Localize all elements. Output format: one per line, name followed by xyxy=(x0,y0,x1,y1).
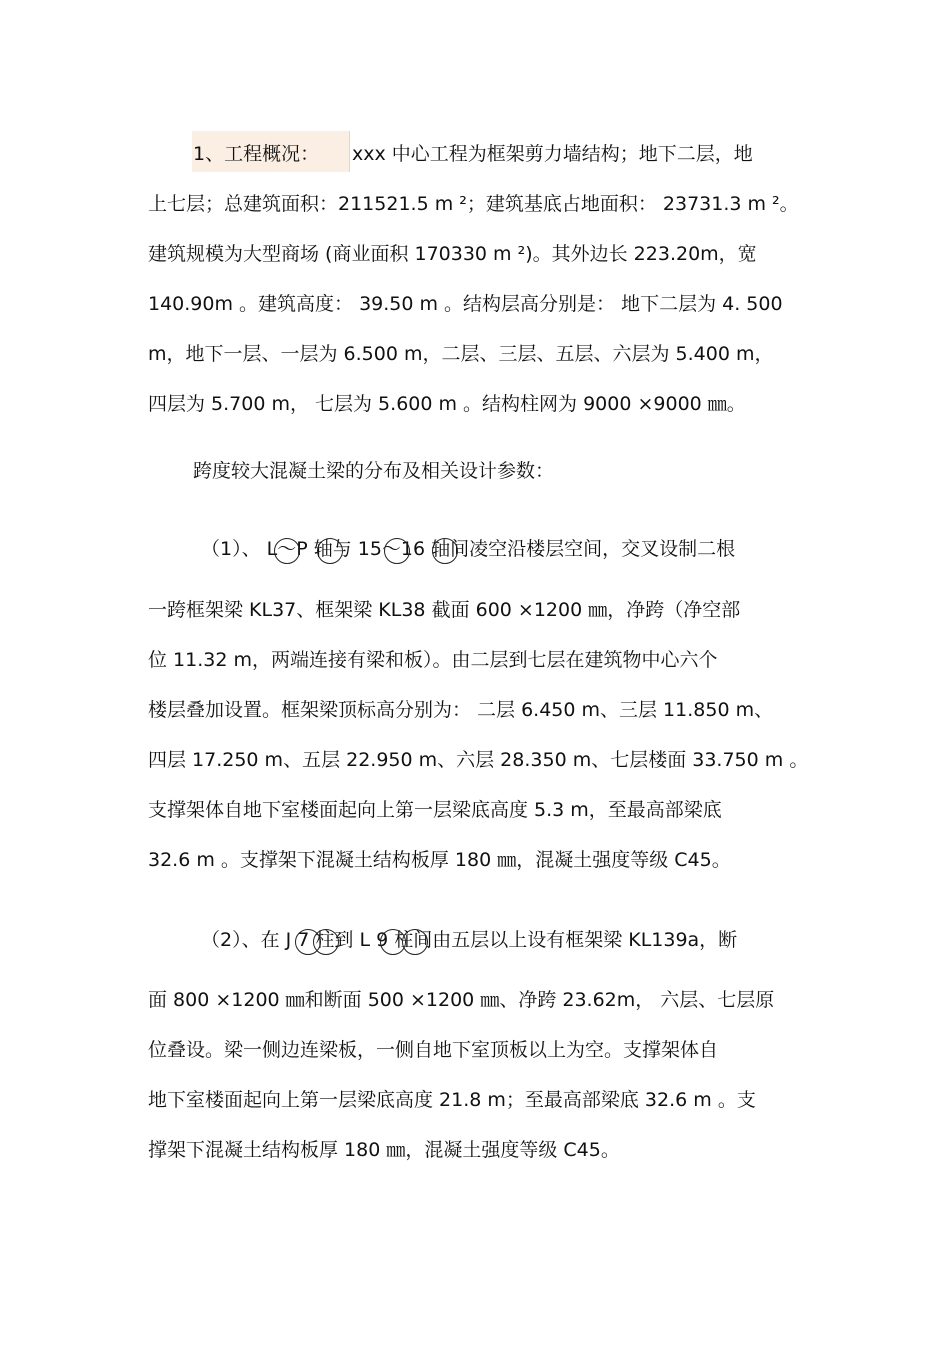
axis-circle-9 xyxy=(402,929,428,955)
item2-line-5: 撑架下混凝土结构板厚 180 ㎜，混凝土强度等级 C45。 xyxy=(148,1139,620,1161)
item1-line-3: 位 11.32 m，两端连接有梁和板）。由二层到七层在建筑物中心六个 xyxy=(148,649,718,671)
overview-line-4: 140.90m 。建筑高度： 39.50 m 。结构层高分别是： 地下二层为 4. 500 xyxy=(148,293,783,315)
item1-line-1: （1）、 L～P 轴与 15～16 轴间凌空沿楼层空间，交叉设制二根 xyxy=(201,538,736,560)
item2-line-1: （2）、在 J 7 柱到 L 9 柱间由五层以上设有框架梁 KL139a，断 xyxy=(201,929,738,951)
item1-line-5: 四层 17.250 m、五层 22.950 m、六层 28.350 m、七层楼面 33.750 m 。 xyxy=(148,749,809,771)
axis-circle-15 xyxy=(384,538,410,564)
item2-line-2: 面 800 ×1200 ㎜和断面 500 ×1200 ㎜、净跨 23.62m， 六层、七层原 xyxy=(148,989,775,1011)
overview-line-3: 建筑规模为大型商场 (商业面积 170330 m ²)。其外边长 223.20m，宽 xyxy=(148,243,757,265)
overview-line-1: xxx 中心工程为框架剪力墙结构；地下二层，地 xyxy=(352,143,753,165)
axis-circle-p xyxy=(317,538,343,564)
item1-line-6: 支撑架体自地下室楼面起向上第一层梁底高度 5.3 m，至最高部梁底 xyxy=(148,799,722,821)
section-heading: 1、工程概况： xyxy=(193,143,320,165)
axis-circle-l xyxy=(274,538,300,564)
item1-line-4: 楼层叠加设置。框架梁顶标高分别为： 二层 6.450 m、三层 11.850 m、 xyxy=(148,699,774,721)
item1-line-7: 32.6 m 。支撑架下混凝土结构板厚 180 ㎜，混凝土强度等级 C45。 xyxy=(148,849,731,871)
axis-circle-16 xyxy=(432,538,458,564)
axis-circle-7 xyxy=(313,929,339,955)
item2-line-4: 地下室楼面起向上第一层梁底高度 21.8 m；至最高部梁底 32.6 m 。支 xyxy=(148,1089,756,1111)
intro-text: 跨度较大混凝土梁的分布及相关设计参数： xyxy=(193,460,555,482)
item2-line-3: 位叠设。梁一侧边连梁板，一侧自地下室顶板以上为空。支撑架体自 xyxy=(148,1039,719,1061)
overview-line-5: m，地下一层、一层为 6.500 m，二层、三层、五层、六层为 5.400 m， xyxy=(148,343,774,365)
overview-line-2: 上七层；总建筑面积：211521.5 m ²；建筑基底占地面积： 23731.3 m ²。 xyxy=(148,193,799,215)
item1-line-2: 一跨框架梁 KL37、框架梁 KL38 截面 600 ×1200 ㎜，净跨（净空部 xyxy=(148,599,741,621)
overview-line-6: 四层为 5.700 m， 七层为 5.600 m 。结构柱网为 9000 ×9000 ㎜。 xyxy=(148,393,746,415)
